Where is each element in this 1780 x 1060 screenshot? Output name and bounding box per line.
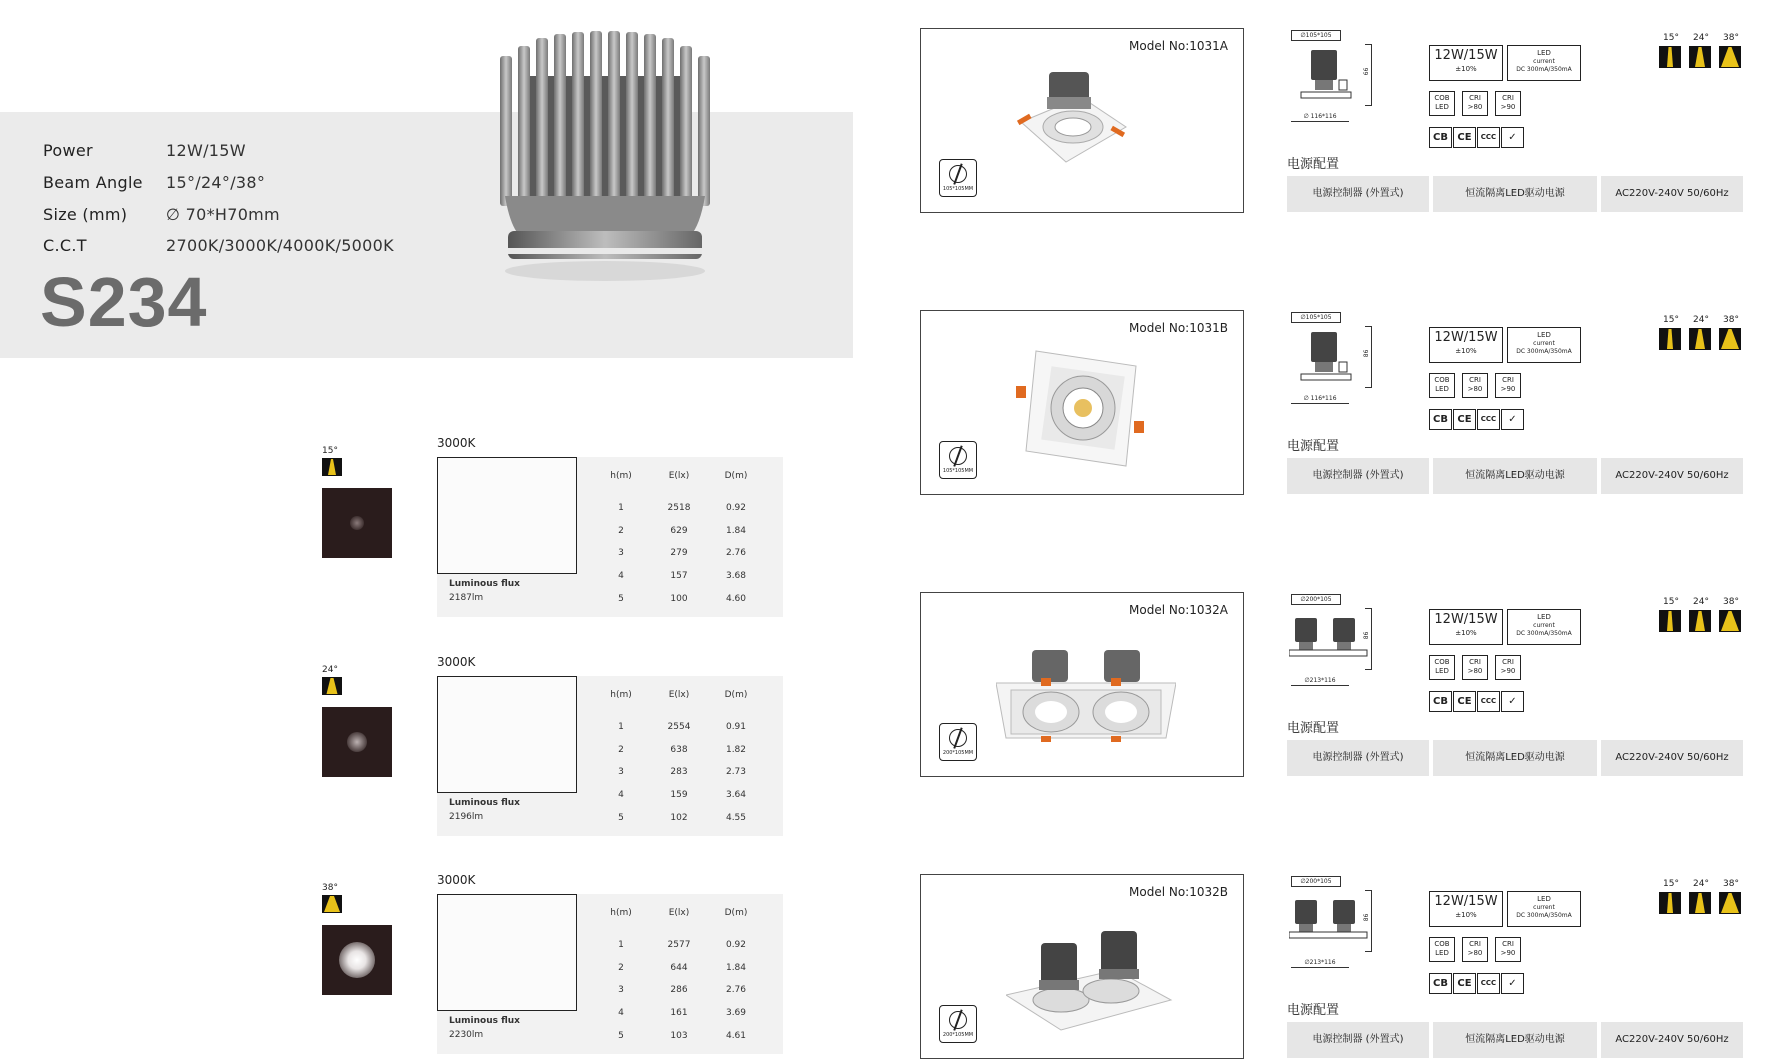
beam-angle-icon bbox=[1719, 892, 1741, 914]
table-cell: 2577 bbox=[667, 940, 691, 950]
cri80-badge bbox=[1462, 373, 1488, 398]
table-cell: 286 bbox=[670, 985, 688, 995]
badge-line: LED bbox=[1435, 103, 1449, 111]
table-cell: 1.84 bbox=[725, 526, 747, 536]
beam-angle-icon bbox=[1659, 328, 1681, 350]
beam-angle-label: 38° bbox=[322, 883, 338, 893]
beam-38-icon bbox=[322, 895, 342, 913]
power-tolerance: ±10% bbox=[1455, 65, 1477, 73]
spec-value: 12W/15W bbox=[166, 141, 246, 160]
spot-glow bbox=[339, 942, 375, 978]
beam-angle-icon bbox=[1719, 328, 1741, 350]
beam-angle-icon bbox=[1659, 46, 1681, 68]
power-tolerance: ±10% bbox=[1455, 347, 1477, 355]
table-cell: 2554 bbox=[667, 722, 691, 732]
dimension-height: 98 bbox=[1361, 631, 1369, 640]
led-title: LED bbox=[1537, 331, 1551, 339]
beam-angle-label: 38° bbox=[1723, 597, 1739, 607]
badge-line: CRI bbox=[1469, 94, 1481, 102]
power-tolerance: ±10% bbox=[1455, 911, 1477, 919]
light-distribution-frame bbox=[437, 457, 577, 574]
table-cell: 5 bbox=[618, 813, 624, 823]
badge-line: LED bbox=[1435, 667, 1449, 675]
table-cell: 4 bbox=[618, 1008, 624, 1018]
badge-line: >80 bbox=[1467, 103, 1483, 111]
power-value: 12W/15W bbox=[1434, 48, 1498, 63]
product-photo-box bbox=[920, 310, 1244, 495]
power-tolerance: ±10% bbox=[1455, 629, 1477, 637]
badge-line: COB bbox=[1434, 376, 1450, 384]
ps-controller: 电源控制器 (外置式) bbox=[1287, 458, 1429, 494]
cri80-badge bbox=[1462, 655, 1488, 680]
spec-label: Size (mm) bbox=[43, 205, 128, 224]
ccc-cert-icon: CCC bbox=[1477, 691, 1500, 712]
badge-line: CRI bbox=[1469, 658, 1481, 666]
model-number: Model No:1031B bbox=[1129, 321, 1228, 335]
table-cell: 0.92 bbox=[725, 503, 747, 513]
cb-cert-icon: CB bbox=[1429, 691, 1452, 712]
cutout-size-icon bbox=[939, 159, 977, 197]
cct-label: 3000K bbox=[437, 655, 476, 669]
cutout-size-text: 105*105MM bbox=[942, 186, 974, 192]
cutout-size-icon bbox=[939, 1005, 977, 1043]
dimension-diagram bbox=[1287, 312, 1387, 412]
dimension-height: 98 bbox=[1361, 913, 1369, 922]
product-photo-box bbox=[920, 592, 1244, 777]
product-photo-box bbox=[920, 874, 1244, 1059]
badge-line: CRI bbox=[1469, 376, 1481, 384]
badge-line: COB bbox=[1434, 658, 1450, 666]
badge-line: CRI bbox=[1502, 658, 1514, 666]
table-cell: 2.76 bbox=[725, 548, 747, 558]
led-title: LED bbox=[1537, 613, 1551, 621]
table-cell: 2 bbox=[618, 963, 624, 973]
led-current-badge bbox=[1507, 891, 1581, 927]
beam-angle-label: 38° bbox=[1723, 315, 1739, 325]
table-cell: 629 bbox=[670, 526, 688, 536]
led-sub: current bbox=[1533, 58, 1555, 65]
eco-cert-icon: ✓ bbox=[1501, 409, 1524, 430]
product-1032b-image bbox=[1006, 925, 1176, 1045]
power-badge bbox=[1429, 45, 1503, 81]
photometric-table-15 bbox=[437, 457, 783, 617]
beam-angle-label: 24° bbox=[322, 665, 338, 675]
badge-line: LED bbox=[1435, 385, 1449, 393]
power-supply-title: 电源配置 bbox=[1287, 439, 1340, 454]
spec-label: Beam Angle bbox=[43, 173, 143, 192]
badge-line: CRI bbox=[1469, 940, 1481, 948]
col-header: D(m) bbox=[724, 908, 748, 918]
beam-angle-label: 15° bbox=[1663, 879, 1679, 889]
col-header: E(lx) bbox=[668, 908, 690, 918]
cri80-badge bbox=[1462, 937, 1488, 962]
led-current-badge bbox=[1507, 45, 1581, 81]
beam-angle-label: 24° bbox=[1693, 33, 1709, 43]
model-number: Model No:1031A bbox=[1129, 39, 1228, 53]
ps-controller: 电源控制器 (外置式) bbox=[1287, 176, 1429, 212]
cob-led-badge bbox=[1429, 373, 1455, 398]
badge-line: >90 bbox=[1500, 949, 1516, 957]
beam-angle-icon bbox=[1659, 610, 1681, 632]
dimension-drawing bbox=[1289, 896, 1369, 948]
table-cell: 159 bbox=[670, 790, 688, 800]
cb-cert-icon: CB bbox=[1429, 127, 1452, 148]
spec-label: C.C.T bbox=[43, 236, 87, 255]
spec-value: 15°/24°/38° bbox=[166, 173, 266, 192]
cb-cert-icon: CB bbox=[1429, 409, 1452, 430]
table-cell: 3 bbox=[618, 985, 624, 995]
power-badge bbox=[1429, 891, 1503, 927]
beam-angle-label: 15° bbox=[1663, 597, 1679, 607]
photometric-table-38 bbox=[437, 894, 783, 1054]
cob-led-badge bbox=[1429, 937, 1455, 962]
flux-value: 2196lm bbox=[449, 812, 484, 822]
badge-line: >90 bbox=[1500, 103, 1516, 111]
badge-line: COB bbox=[1434, 940, 1450, 948]
col-header: D(m) bbox=[724, 690, 748, 700]
power-value: 12W/15W bbox=[1434, 894, 1498, 909]
power-supply-title: 电源配置 bbox=[1287, 1003, 1340, 1018]
product-photo-box bbox=[920, 28, 1244, 213]
beam-angle-label: 15° bbox=[1663, 315, 1679, 325]
table-cell: 4.55 bbox=[725, 813, 747, 823]
dimension-diagram bbox=[1287, 876, 1387, 976]
ce-cert-icon: CE bbox=[1453, 691, 1476, 712]
power-value: 12W/15W bbox=[1434, 330, 1498, 345]
beam-angle-icon bbox=[1689, 892, 1711, 914]
table-cell: 3 bbox=[618, 548, 624, 558]
cri80-badge bbox=[1462, 91, 1488, 116]
badge-line: CRI bbox=[1502, 94, 1514, 102]
photometric-table-24 bbox=[437, 676, 783, 836]
table-cell: 5 bbox=[618, 1031, 624, 1041]
cob-led-badge bbox=[1429, 91, 1455, 116]
light-spot-38 bbox=[322, 925, 392, 995]
power-badge bbox=[1429, 609, 1503, 645]
table-cell: 279 bbox=[670, 548, 688, 558]
flux-label: Luminous flux bbox=[449, 1016, 520, 1026]
beam-angle-icon bbox=[1659, 892, 1681, 914]
led-current-value: DC 300mA/350mA bbox=[1516, 630, 1572, 637]
dimension-bottom: ∅ 116*116 bbox=[1291, 394, 1349, 404]
cb-cert-icon: CB bbox=[1429, 973, 1452, 994]
table-cell: 3.64 bbox=[725, 790, 747, 800]
cct-label: 3000K bbox=[437, 436, 476, 450]
beam-angle-icon bbox=[1719, 610, 1741, 632]
ce-cert-icon: CE bbox=[1453, 127, 1476, 148]
ce-cert-icon: CE bbox=[1453, 409, 1476, 430]
dimension-bottom: ∅213*116 bbox=[1291, 958, 1349, 968]
light-distribution-frame bbox=[437, 894, 577, 1011]
dimension-top: ∅105*105 bbox=[1291, 312, 1341, 323]
table-cell: 3.69 bbox=[725, 1008, 747, 1018]
table-cell: 1 bbox=[618, 722, 624, 732]
ps-driver: 恒流隔离LED驱动电源 bbox=[1433, 176, 1597, 212]
ccc-cert-icon: CCC bbox=[1477, 973, 1500, 994]
model-number: Model No:1032A bbox=[1129, 603, 1228, 617]
table-cell: 283 bbox=[670, 767, 688, 777]
table-cell: 4.61 bbox=[725, 1031, 747, 1041]
eco-cert-icon: ✓ bbox=[1501, 127, 1524, 148]
beam-angle-label: 15° bbox=[322, 446, 338, 456]
power-supply-title: 电源配置 bbox=[1287, 721, 1340, 736]
cutout-size-icon bbox=[939, 723, 977, 761]
product-1032a-image bbox=[996, 648, 1176, 758]
cob-led-badge bbox=[1429, 655, 1455, 680]
beam-angle-label: 15° bbox=[1663, 33, 1679, 43]
beam-angle-icon bbox=[1689, 328, 1711, 350]
led-current-badge bbox=[1507, 609, 1581, 645]
table-cell: 2518 bbox=[667, 503, 691, 513]
table-cell: 4 bbox=[618, 790, 624, 800]
cri90-badge bbox=[1495, 373, 1521, 398]
led-current-badge bbox=[1507, 327, 1581, 363]
led-current-value: DC 300mA/350mA bbox=[1516, 348, 1572, 355]
table-cell: 0.92 bbox=[725, 940, 747, 950]
cct-label: 3000K bbox=[437, 873, 476, 887]
beam-angle-label: 38° bbox=[1723, 33, 1739, 43]
ps-controller: 电源控制器 (外置式) bbox=[1287, 740, 1429, 776]
spec-value: ∅ 70*H70mm bbox=[166, 205, 280, 224]
dimension-bottom: ∅ 116*116 bbox=[1291, 112, 1349, 122]
cutout-size-text: 105*105MM bbox=[942, 468, 974, 474]
ps-voltage: AC220V-240V 50/60Hz bbox=[1601, 1022, 1743, 1058]
ps-voltage: AC220V-240V 50/60Hz bbox=[1601, 740, 1743, 776]
table-cell: 103 bbox=[670, 1031, 688, 1041]
cutout-size-icon bbox=[939, 441, 977, 479]
table-cell: 0.91 bbox=[725, 722, 747, 732]
cri90-badge bbox=[1495, 91, 1521, 116]
beam-angle-label: 24° bbox=[1693, 315, 1709, 325]
ps-controller: 电源控制器 (外置式) bbox=[1287, 1022, 1429, 1058]
cri90-badge bbox=[1495, 937, 1521, 962]
ps-driver: 恒流隔离LED驱动电源 bbox=[1433, 1022, 1597, 1058]
ps-driver: 恒流隔离LED驱动电源 bbox=[1433, 458, 1597, 494]
ps-voltage: AC220V-240V 50/60Hz bbox=[1601, 176, 1743, 212]
dimension-diagram bbox=[1287, 30, 1387, 130]
power-value: 12W/15W bbox=[1434, 612, 1498, 627]
table-cell: 3.68 bbox=[725, 571, 747, 581]
col-header: E(lx) bbox=[668, 690, 690, 700]
dimension-drawing bbox=[1289, 614, 1369, 666]
dimension-top: ∅105*105 bbox=[1291, 30, 1341, 41]
badge-line: >90 bbox=[1500, 385, 1516, 393]
spot-glow bbox=[350, 516, 364, 530]
spot-glow bbox=[347, 732, 367, 752]
beam-angle-icon bbox=[1719, 46, 1741, 68]
ps-voltage: AC220V-240V 50/60Hz bbox=[1601, 458, 1743, 494]
table-cell: 1 bbox=[618, 940, 624, 950]
model-title: S234 bbox=[40, 263, 208, 341]
dimension-height: 99 bbox=[1361, 67, 1369, 76]
led-sub: current bbox=[1533, 622, 1555, 629]
product-heatsink-image bbox=[480, 26, 730, 286]
ccc-cert-icon: CCC bbox=[1477, 409, 1500, 430]
beam-15-icon bbox=[322, 458, 342, 476]
led-title: LED bbox=[1537, 895, 1551, 903]
table-cell: 161 bbox=[670, 1008, 688, 1018]
flux-label: Luminous flux bbox=[449, 798, 520, 808]
light-spot-15 bbox=[322, 488, 392, 558]
light-spot-24 bbox=[322, 707, 392, 777]
led-current-value: DC 300mA/350mA bbox=[1516, 912, 1572, 919]
table-cell: 2 bbox=[618, 526, 624, 536]
col-header: h(m) bbox=[610, 690, 632, 700]
dimension-diagram bbox=[1287, 594, 1387, 694]
flux-value: 2187lm bbox=[449, 593, 484, 603]
beam-angle-icon bbox=[1689, 46, 1711, 68]
model-number: Model No:1032B bbox=[1129, 885, 1228, 899]
table-cell: 4.60 bbox=[725, 594, 747, 604]
eco-cert-icon: ✓ bbox=[1501, 691, 1524, 712]
dimension-top: ∅200*105 bbox=[1291, 594, 1341, 605]
table-cell: 2.76 bbox=[725, 985, 747, 995]
badge-line: CRI bbox=[1502, 376, 1514, 384]
col-header: D(m) bbox=[724, 471, 748, 481]
cutout-size-text: 200*105MM bbox=[942, 1032, 974, 1038]
led-sub: current bbox=[1533, 904, 1555, 911]
dimension-top: ∅200*105 bbox=[1291, 876, 1341, 887]
light-distribution-frame bbox=[437, 676, 577, 793]
table-cell: 638 bbox=[670, 745, 688, 755]
col-header: h(m) bbox=[610, 908, 632, 918]
table-cell: 100 bbox=[670, 594, 688, 604]
dimension-height: 98 bbox=[1361, 349, 1369, 358]
led-title: LED bbox=[1537, 49, 1551, 57]
led-sub: current bbox=[1533, 340, 1555, 347]
table-cell: 2 bbox=[618, 745, 624, 755]
badge-line: COB bbox=[1434, 94, 1450, 102]
ccc-cert-icon: CCC bbox=[1477, 127, 1500, 148]
badge-line: >80 bbox=[1467, 385, 1483, 393]
badge-line: LED bbox=[1435, 949, 1449, 957]
beam-angle-icon bbox=[1689, 610, 1711, 632]
product-1031a-image bbox=[1011, 67, 1131, 177]
cri90-badge bbox=[1495, 655, 1521, 680]
spec-label: Power bbox=[43, 141, 93, 160]
col-header: E(lx) bbox=[668, 471, 690, 481]
table-cell: 102 bbox=[670, 813, 688, 823]
beam-angle-label: 24° bbox=[1693, 879, 1709, 889]
badge-line: >80 bbox=[1467, 949, 1483, 957]
eco-cert-icon: ✓ bbox=[1501, 973, 1524, 994]
table-cell: 4 bbox=[618, 571, 624, 581]
badge-line: >90 bbox=[1500, 667, 1516, 675]
cutout-size-text: 200*105MM bbox=[942, 750, 974, 756]
table-cell: 5 bbox=[618, 594, 624, 604]
table-cell: 3 bbox=[618, 767, 624, 777]
table-cell: 157 bbox=[670, 571, 688, 581]
badge-line: CRI bbox=[1502, 940, 1514, 948]
beam-angle-label: 38° bbox=[1723, 879, 1739, 889]
led-current-value: DC 300mA/350mA bbox=[1516, 66, 1572, 73]
product-1031b-image bbox=[1016, 341, 1146, 471]
badge-line: >80 bbox=[1467, 667, 1483, 675]
flux-value: 2230lm bbox=[449, 1030, 484, 1040]
spec-value: 2700K/3000K/4000K/5000K bbox=[166, 236, 394, 255]
beam-angle-label: 24° bbox=[1693, 597, 1709, 607]
ps-driver: 恒流隔离LED驱动电源 bbox=[1433, 740, 1597, 776]
dimension-drawing bbox=[1299, 44, 1359, 108]
dimension-bottom: ∅213*116 bbox=[1291, 676, 1349, 686]
dimension-drawing bbox=[1299, 326, 1359, 390]
beam-24-icon bbox=[322, 677, 342, 695]
table-cell: 1 bbox=[618, 503, 624, 513]
power-badge bbox=[1429, 327, 1503, 363]
ce-cert-icon: CE bbox=[1453, 973, 1476, 994]
power-supply-title: 电源配置 bbox=[1287, 157, 1340, 172]
table-cell: 644 bbox=[670, 963, 688, 973]
flux-label: Luminous flux bbox=[449, 579, 520, 589]
table-cell: 1.84 bbox=[725, 963, 747, 973]
table-cell: 2.73 bbox=[725, 767, 747, 777]
col-header: h(m) bbox=[610, 471, 632, 481]
table-cell: 1.82 bbox=[725, 745, 747, 755]
